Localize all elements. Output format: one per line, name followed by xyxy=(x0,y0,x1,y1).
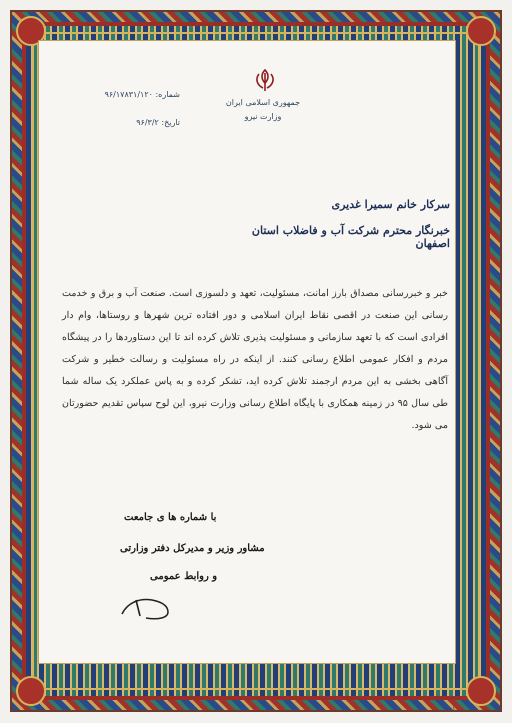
iran-emblem-icon xyxy=(252,68,278,94)
date-value: ۹۶/۳/۲ xyxy=(136,118,159,127)
signature-line-2: مشاور وزیر و مدیرکل دفتر وزارتی xyxy=(120,543,265,554)
frame-corner-ornament xyxy=(466,16,496,46)
number-value: ۹۶/۱۷۸۳۱/۱۲۰ xyxy=(104,90,153,99)
header-line-1: جمهوری اسلامی ایران xyxy=(225,98,301,107)
letter-body: خبر و خبررسانی مصداق بارز امانت، مسئولیت، تعهد و دلسوزی است. صنعت آب و برق و خدمت رسانی این صنعت در اقصی نقاط ایران اسلامی و دور افتاده ترین شهرها و روستاها، وام دار افرادی است که با تعهد سازمانی و مسئولیت پذیری تلاش کرده اند تا این دستاوردها را در پیشگاه مردم و افکار عمومی اطلاع رسانی کنند. از اینکه در راه مسئولیت و رسالت خطیر و شرکت آگاهی بخشی به این مردم ارجمند تلاش کرده اید، تشکر کرده و به پاس عملکرد یک ساله شما طی سال ۹۵ در زمینه همکاری با پایگاه اطلاع رسانی وزارت نیرو، این لوح سپاس تقدیم حضورتان می شود. xyxy=(62,288,448,431)
signature-line-3: و روابط عمومی xyxy=(150,571,218,582)
frame-corner-ornament xyxy=(466,676,496,706)
page-corner-number: ۱ xyxy=(452,705,456,713)
letter-number: شماره: ۹۶/۱۷۸۳۱/۱۲۰ xyxy=(104,90,180,99)
recipient-line-2: خبرنگار محترم شرکت آب و فاضلاب استان اصفهان xyxy=(251,224,450,250)
recipient-line-1: سرکار خانم سمیرا غدیری xyxy=(331,198,450,211)
date-label: تاریخ xyxy=(164,118,180,127)
letter-date: تاریخ: ۹۶/۳/۲ xyxy=(136,118,180,127)
handwritten-signature xyxy=(118,592,174,622)
signature-line-1: با شماره ها ی جامعت xyxy=(124,512,217,523)
frame-corner-ornament xyxy=(16,676,46,706)
header-line-2: وزارت نیرو xyxy=(244,112,282,121)
number-label: شماره xyxy=(158,90,180,99)
